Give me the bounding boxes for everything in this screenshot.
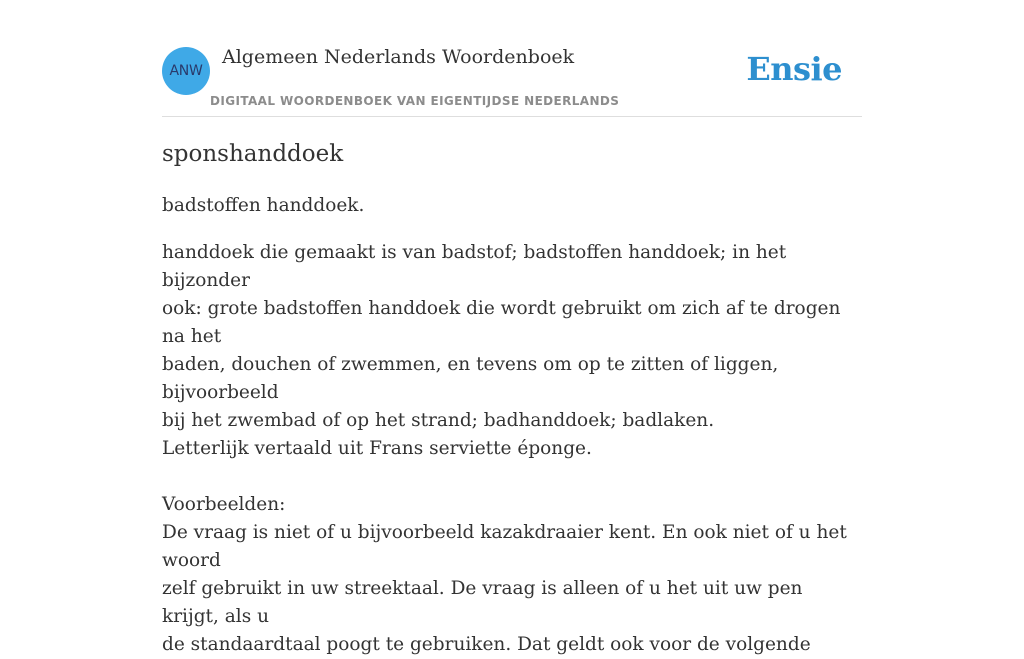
body-line: ook: grote badstoffen handdoek die wordt gebruikt om zich af te drogen na het xyxy=(162,298,841,347)
body-line: De vraag is niet of u bijvoorbeeld kazakdraaier kent. En ook niet of u het woord xyxy=(162,522,847,571)
body-line xyxy=(162,463,862,491)
anw-logo[interactable]: ANW xyxy=(162,47,210,95)
short-definition: badstoffen handdoek. xyxy=(162,195,365,216)
page-title: sponshanddoek xyxy=(162,141,344,167)
site-subtitle: DIGITAAL WOORDENBOEK VAN EIGENTIJDSE NEDERLANDS xyxy=(210,94,620,108)
site-title[interactable]: Algemeen Nederlands Woordenboek xyxy=(222,46,575,68)
site-header xyxy=(162,44,862,117)
entry-content xyxy=(162,138,862,659)
entry-body xyxy=(162,239,862,659)
body-line: Letterlijk vertaald uit Frans serviette éponge. xyxy=(162,438,592,459)
ensie-brand-logo[interactable]: Ensie xyxy=(746,50,842,88)
body-line: de standaardtaal poogt te gebruiken. Dat geldt ook voor de volgende xyxy=(162,634,811,655)
body-line: bij het zwembad of op het strand; badhanddoek; badlaken. xyxy=(162,410,715,431)
body-line: baden, douchen of zwemmen, en tevens om op te zitten of liggen, bijvoorbeeld xyxy=(162,354,779,403)
body-line: handdoek die gemaakt is van badstof; badstoffen handdoek; in het bijzonder xyxy=(162,242,787,291)
body-line: Voorbeelden: xyxy=(162,494,286,515)
body-line: zelf gebruikt in uw streektaal. De vraag is alleen of u het uit uw pen krijgt, als u xyxy=(162,578,803,627)
